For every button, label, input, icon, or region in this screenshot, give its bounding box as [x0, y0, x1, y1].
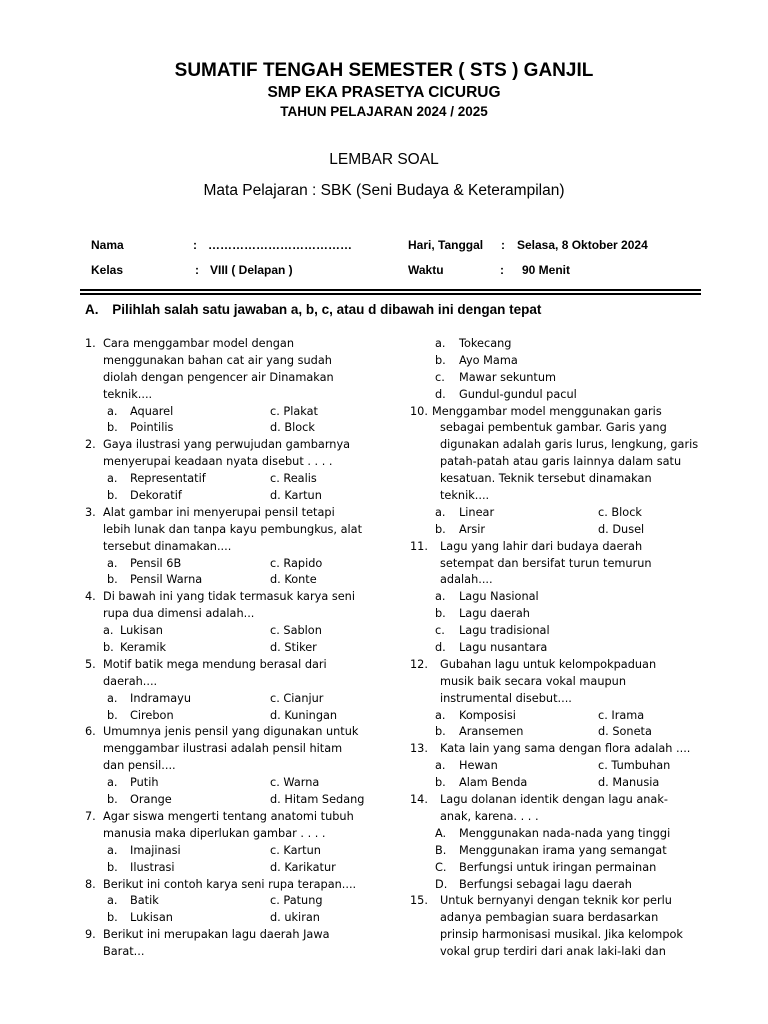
- question-stem: [85, 877, 375, 894]
- answer-options-row: [85, 640, 375, 657]
- option-text: Mawar sekuntum: [459, 370, 557, 384]
- answer-options-row: [410, 860, 700, 877]
- option-letter: d.: [435, 641, 446, 655]
- option-letter: b.: [107, 911, 118, 925]
- section-instruction: Pilihlah salah satu jawaban a, b, c, atau d dibawah ini dengan tepat: [112, 302, 542, 317]
- question-text: Umumnya jenis pensil yang digunakan untuk: [103, 725, 359, 739]
- question-number: 8.: [85, 877, 96, 891]
- question-stem: [85, 724, 375, 741]
- question-text: Di bawah ini yang tidak termasuk karya seni: [103, 590, 355, 604]
- question-text-line: [85, 387, 375, 404]
- answer-options-row: [85, 775, 375, 792]
- option-letter: a.: [107, 691, 118, 705]
- option-letter: a.: [107, 472, 118, 486]
- question-text: Lagu dolanan identik dengan lagu anak-: [440, 793, 668, 807]
- option-letter: b.: [107, 573, 118, 587]
- question-number: 4.: [85, 590, 96, 604]
- section-label: A.: [85, 302, 99, 317]
- question-text: Motif batik mega mendung berasal dari: [103, 657, 327, 671]
- question-stem: [410, 657, 700, 674]
- option-text: Indramayu: [130, 691, 192, 705]
- question-number: 3.: [85, 505, 96, 519]
- option-text: Pointilis: [130, 421, 174, 435]
- question-stem: [410, 792, 700, 809]
- question-number: 10.: [410, 404, 428, 418]
- question-text: menggambar ilustrasi adalah pensil hitam: [103, 742, 343, 756]
- question-text: manusia maka diperlukan gambar . . . .: [103, 826, 326, 840]
- option-text: Ilustrasi: [130, 860, 175, 874]
- answer-options-row: [85, 708, 375, 725]
- question-text: Berikut ini contoh karya seni rupa terapan....: [103, 877, 357, 891]
- question-text: tersebut dinamakan....: [103, 539, 232, 553]
- question-text: Menggambar model menggunakan garis: [432, 404, 662, 418]
- answer-options-row: [85, 860, 375, 877]
- question-text: Barat...: [103, 945, 145, 959]
- question-text: vokal grup terdiri dari anak laki-laki dan: [440, 945, 666, 959]
- option-letter: a.: [107, 894, 118, 908]
- option-letter: b.: [107, 860, 118, 874]
- option-letter: b.: [435, 607, 446, 621]
- question-number: 1.: [85, 337, 96, 350]
- option-text-right: c. Warna: [270, 776, 320, 790]
- answer-options-row: [410, 640, 700, 657]
- question-text-line: [410, 927, 700, 944]
- option-letter: B.: [435, 843, 447, 857]
- option-letter: a.: [107, 404, 118, 418]
- question-text-line: [85, 454, 375, 471]
- question-number: 7.: [85, 809, 96, 823]
- question-stem: [85, 809, 375, 826]
- option-letter: c.: [435, 370, 445, 384]
- question-stem: [410, 741, 700, 758]
- divider-top: [80, 289, 701, 291]
- option-letter: b.: [107, 793, 118, 807]
- option-text: Lagu Nasional: [459, 590, 539, 604]
- question-text-line: [410, 809, 700, 826]
- option-text-right: d. Manusia: [598, 776, 660, 790]
- question-text-line: [85, 370, 375, 387]
- option-text: Tokecang: [459, 337, 512, 350]
- question-number: 15.: [410, 894, 428, 908]
- answer-options-row: [410, 353, 700, 370]
- option-text: Ayo Mama: [459, 353, 518, 367]
- question-text-line: [85, 826, 375, 843]
- nama-separator: :: [193, 238, 197, 252]
- option-letter: a.: [435, 337, 446, 350]
- question-text-line: [85, 741, 375, 758]
- option-letter: b.: [435, 353, 446, 367]
- option-text: Berfungsi sebagai lagu daerah: [459, 877, 632, 891]
- question-text: Gubahan lagu untuk kelompokpaduan: [440, 657, 657, 671]
- option-text: Aquarel: [130, 404, 174, 418]
- question-text-line: [410, 488, 700, 505]
- option-text: Lukisan: [130, 911, 173, 925]
- question-text-line: [410, 471, 700, 488]
- option-letter: c.: [435, 624, 445, 638]
- option-text: Aransemen: [459, 725, 524, 739]
- waktu-label: Waktu: [408, 263, 444, 277]
- question-text: Lagu yang lahir dari budaya daerah: [440, 539, 643, 553]
- option-letter: D.: [435, 877, 448, 891]
- option-text-right: d. Kuningan: [270, 708, 338, 722]
- question-text: menyerupai keadaan nyata disebut . . . .: [103, 455, 333, 469]
- question-text: lebih lunak dan tanpa kayu pembungkus, alat: [103, 522, 363, 536]
- question-text: diolah dengan pengencer air Dinamakan: [103, 370, 334, 384]
- option-letter: C.: [435, 860, 447, 874]
- question-text: Berikut ini merupakan lagu daerah Jawa: [103, 928, 330, 942]
- question-text: Agar siswa mengerti tentang anatomi tubuh: [103, 809, 354, 823]
- waktu-separator: :: [500, 263, 504, 277]
- option-text: Komposisi: [459, 708, 516, 722]
- question-text-line: [85, 944, 375, 961]
- question-text: sebagai pembentuk gambar. Garis yang: [440, 421, 667, 435]
- question-number: 12.: [410, 657, 428, 671]
- option-letter: b.: [103, 641, 114, 655]
- questions-left-column: [85, 336, 375, 961]
- answer-options-row: [410, 336, 700, 353]
- question-number: 6.: [85, 725, 96, 739]
- question-number: 9.: [85, 928, 96, 942]
- option-text-right: d. Dusel: [598, 522, 645, 536]
- answer-options-row: [410, 877, 700, 894]
- option-text: Cirebon: [130, 708, 174, 722]
- option-letter: d.: [435, 387, 446, 401]
- question-text: daerah....: [103, 674, 158, 688]
- option-text-right: d. ukiran: [270, 911, 320, 925]
- question-stem: [410, 539, 700, 556]
- kelas-separator: :: [195, 263, 199, 277]
- option-text-right: d. Konte: [270, 573, 317, 587]
- question-text-line: [85, 674, 375, 691]
- answer-options-row: [85, 404, 375, 421]
- question-text-line: [410, 691, 700, 708]
- answer-options-row: [410, 522, 700, 539]
- question-text-line: [410, 556, 700, 573]
- exam-title: SUMATIF TENGAH SEMESTER ( STS ) GANJIL: [174, 60, 594, 81]
- option-text: Pensil 6B: [130, 556, 182, 570]
- option-text: Lagu tradisional: [459, 624, 550, 638]
- option-letter: a.: [435, 759, 446, 773]
- question-stem: [85, 657, 375, 674]
- option-text-right: c. Cianjur: [270, 691, 324, 705]
- divider-bottom: [80, 293, 701, 295]
- answer-options-row: [85, 488, 375, 505]
- question-stem: [410, 893, 700, 910]
- option-letter: A.: [435, 826, 447, 840]
- answer-options-row: [410, 708, 700, 725]
- question-text: Gaya ilustrasi yang perwujudan gambarnya: [103, 438, 351, 452]
- question-text-line: [85, 539, 375, 556]
- question-text-line: [85, 758, 375, 775]
- question-text: Alat gambar ini menyerupai pensil tetapi: [103, 505, 335, 519]
- question-stem: [85, 589, 375, 606]
- answer-options-row: [410, 589, 700, 606]
- option-letter: a.: [103, 624, 114, 638]
- option-text: Pensil Warna: [130, 573, 203, 587]
- option-text-right: d. Soneta: [598, 725, 652, 739]
- answer-options-row: [410, 387, 700, 404]
- question-text-line: [410, 572, 700, 589]
- option-text: Dekoratif: [130, 489, 182, 503]
- option-text: Lagu daerah: [459, 607, 530, 621]
- option-letter: a.: [435, 590, 446, 604]
- question-number: 13.: [410, 742, 428, 756]
- option-letter: b.: [107, 489, 118, 503]
- option-letter: b.: [435, 776, 446, 790]
- question-text-line: [410, 944, 700, 961]
- question-stem: [85, 336, 375, 353]
- answer-options-row: [410, 775, 700, 792]
- answer-options-row: [410, 505, 700, 522]
- answer-options-row: [85, 910, 375, 927]
- sheet-title: LEMBAR SOAL: [329, 151, 439, 168]
- question-text: menggunakan bahan cat air yang sudah: [103, 353, 332, 367]
- answer-options-row: [85, 572, 375, 589]
- question-text-line: [410, 674, 700, 691]
- answer-options-row: [410, 724, 700, 741]
- question-number: 14.: [410, 793, 428, 807]
- option-text: Hewan: [459, 759, 498, 773]
- option-letter: b.: [107, 708, 118, 722]
- hari-separator: :: [501, 238, 505, 252]
- question-text: Cara menggambar model dengan: [103, 337, 294, 350]
- questions-right-column: [410, 336, 700, 961]
- option-letter: a.: [107, 843, 118, 857]
- question-text-line: [85, 606, 375, 623]
- option-text: Alam Benda: [459, 776, 528, 790]
- question-number: 2.: [85, 438, 96, 452]
- option-text-right: c. Tumbuhan: [598, 759, 671, 773]
- option-text-right: d. Stiker: [270, 641, 317, 655]
- option-text: Representatif: [130, 472, 206, 486]
- answer-options-row: [85, 691, 375, 708]
- question-text-line: [85, 522, 375, 539]
- option-text: Imajinasi: [130, 843, 181, 857]
- option-text-right: d. Hitam Sedang: [270, 793, 365, 807]
- question-text: Untuk bernyanyi dengan teknik kor perlu: [440, 894, 672, 908]
- question-text: dan pensil....: [103, 759, 176, 773]
- option-text-right: c. Realis: [270, 472, 317, 486]
- question-stem: [410, 404, 700, 421]
- kelas-value: VIII ( Delapan ): [210, 263, 293, 277]
- option-text: Linear: [459, 505, 495, 519]
- kelas-label: Kelas: [91, 263, 124, 277]
- option-text: Putih: [130, 776, 159, 790]
- answer-options-row: [85, 893, 375, 910]
- option-text: Orange: [130, 793, 172, 807]
- answer-options-row: [410, 758, 700, 775]
- option-text: Batik: [130, 894, 159, 908]
- option-text: Gundul-gundul pacul: [459, 387, 577, 401]
- waktu-value: 90 Menit: [522, 263, 571, 277]
- question-text: rupa dua dimensi adalah...: [103, 607, 255, 621]
- question-stem: [85, 437, 375, 454]
- question-text: anak, karena. . . .: [440, 809, 539, 823]
- option-text-right: c. Kartun: [270, 843, 321, 857]
- question-text-line: [410, 454, 700, 471]
- option-letter: a.: [435, 708, 446, 722]
- answer-options-row: [410, 606, 700, 623]
- option-text: Lukisan: [120, 624, 163, 638]
- answer-options-row: [85, 843, 375, 860]
- option-text-right: d. Karikatur: [270, 860, 336, 874]
- answer-options-row: [85, 792, 375, 809]
- question-text: setempat dan bersifat turun temurun: [440, 556, 652, 570]
- hari-value: Selasa, 8 Oktober 2024: [517, 238, 648, 252]
- question-text: adalah....: [440, 573, 493, 587]
- option-text: Menggunakan nada-nada yang tinggi: [459, 826, 671, 840]
- question-text: Kata lain yang sama dengan flora adalah ....: [440, 742, 691, 756]
- option-letter: a.: [435, 505, 446, 519]
- option-text: Keramik: [120, 641, 167, 655]
- section-heading: [85, 302, 541, 317]
- question-text-line: [410, 420, 700, 437]
- question-number: 11.: [410, 539, 428, 553]
- option-text-right: c. Sablon: [270, 624, 322, 638]
- answer-options-row: [410, 623, 700, 640]
- question-text: adanya pembagian suara berdasarkan: [440, 911, 659, 925]
- option-text-right: c. Block: [598, 505, 642, 519]
- question-stem: [85, 505, 375, 522]
- option-letter: a.: [107, 556, 118, 570]
- hari-label: Hari, Tanggal: [408, 238, 484, 252]
- question-number: 5.: [85, 657, 96, 671]
- question-text: teknik....: [440, 489, 490, 503]
- answer-options-row: [410, 843, 700, 860]
- academic-year: TAHUN PELAJARAN 2024 / 2025: [280, 104, 488, 119]
- option-text-right: d. Block: [270, 421, 315, 435]
- subject-line: Mata Pelajaran : SBK (Seni Budaya & Keterampilan): [203, 182, 565, 199]
- option-letter: b.: [107, 421, 118, 435]
- question-text: digunakan adalah garis lurus, lengkung, garis: [440, 438, 699, 452]
- nama-label: Nama: [91, 238, 124, 252]
- question-stem: [85, 927, 375, 944]
- question-text: kesatuan. Teknik tersebut dinamakan: [440, 472, 652, 486]
- question-text-line: [410, 910, 700, 927]
- answer-options-row: [410, 826, 700, 843]
- answer-options-row: [85, 471, 375, 488]
- option-letter: b.: [435, 725, 446, 739]
- question-text: instrumental disebut....: [440, 691, 572, 705]
- question-text-line: [85, 353, 375, 370]
- nama-value: ………………………………: [208, 238, 352, 252]
- answer-options-row: [85, 556, 375, 573]
- option-text: Lagu nusantara: [459, 641, 548, 655]
- answer-options-row: [410, 370, 700, 387]
- option-letter: a.: [107, 776, 118, 790]
- option-letter: b.: [435, 522, 446, 536]
- option-text: Arsir: [459, 522, 486, 536]
- answer-options-row: [85, 420, 375, 437]
- question-text: teknik....: [103, 387, 153, 401]
- option-text: Berfungsi untuk iringan permainan: [459, 860, 657, 874]
- question-text: musik baik secara vokal maupun: [440, 674, 626, 688]
- option-text: Menggunakan irama yang semangat: [459, 843, 667, 857]
- option-text-right: d. Kartun: [270, 489, 322, 503]
- option-text-right: c. Irama: [598, 708, 645, 722]
- answer-options-row: [85, 623, 375, 640]
- option-text-right: c. Rapido: [270, 556, 323, 570]
- question-text: patah-patah atau garis lainnya dalam satu: [440, 455, 682, 469]
- school-name: SMP EKA PRASETYA CICURUG: [267, 84, 501, 101]
- question-text: prinsip harmonisasi musikal. Jika kelompok: [440, 928, 683, 942]
- question-text-line: [410, 437, 700, 454]
- option-text-right: c. Patung: [270, 894, 323, 908]
- option-text-right: c. Plakat: [270, 404, 318, 418]
